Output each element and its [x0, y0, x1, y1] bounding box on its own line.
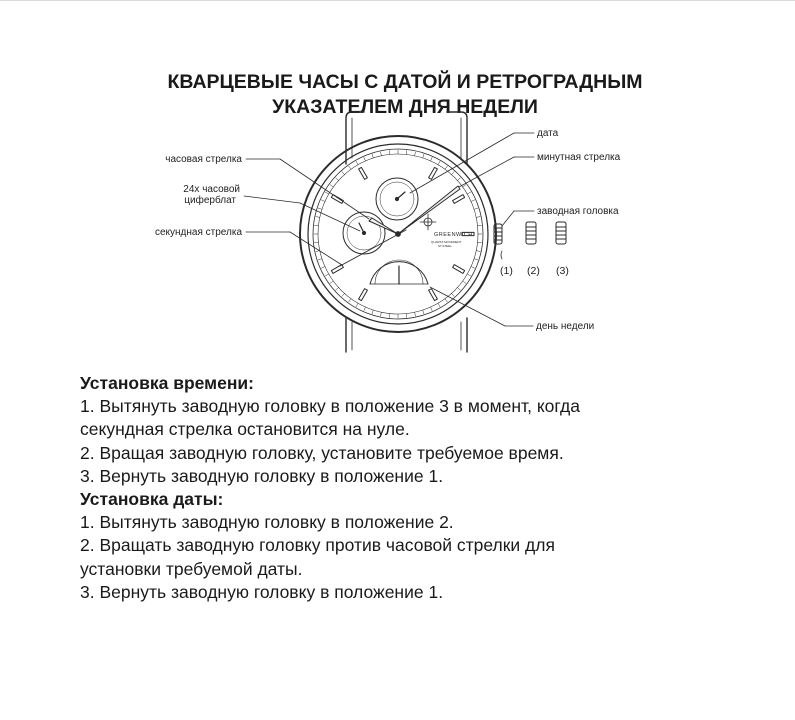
hour-marker: [453, 265, 465, 274]
minute-tick: [457, 178, 460, 181]
crown-position-3: (3): [556, 265, 569, 277]
minute-tick: [349, 299, 351, 302]
minute-tick: [349, 166, 351, 169]
label-weekday: день недели: [536, 321, 595, 332]
minute-tick: [316, 217, 320, 218]
crown-position-2-icon: [526, 222, 536, 244]
minute-tick: [471, 267, 475, 269]
minute-tick: [356, 303, 358, 306]
minute-tick: [372, 310, 373, 314]
time-step: 1. Вытянуть заводную головку в положение 3 в момент, когда: [80, 396, 580, 417]
label-minute-hand: минутная стрелка: [537, 152, 621, 163]
minute-tick: [463, 281, 466, 283]
minute-tick: [321, 267, 325, 269]
minute-tick: [364, 307, 366, 311]
label-24h-dial-1: 24х часовой: [183, 184, 240, 195]
minute-tick: [467, 192, 470, 194]
minute-tick: [423, 310, 424, 314]
crown-position-1: (1): [500, 265, 513, 277]
minute-tick: [438, 303, 440, 306]
minute-tick: [381, 312, 382, 316]
minute-tick: [431, 307, 433, 311]
brand-name: GREENWICH: [434, 232, 473, 238]
minute-tick: [452, 293, 455, 296]
hour-marker: [359, 289, 368, 301]
hour-hand: [369, 218, 398, 234]
minute-tick: [474, 259, 478, 260]
date-step: 3. Вернуть заводную головку в положение 1.: [80, 581, 444, 602]
minute-tick: [330, 281, 333, 283]
minute-tick: [321, 200, 325, 202]
minute-tick: [381, 152, 382, 156]
minute-tick: [476, 217, 480, 218]
minute-tick: [318, 259, 322, 260]
dial-small-text: QUARTZ MOVEMENT: [431, 240, 462, 244]
minute-tick: [431, 157, 433, 161]
date-step: 1. Вытянуть заводную головку в положение 2.: [80, 512, 454, 533]
label-hour-hand: часовая стрелка: [165, 154, 242, 165]
title-line-1: КВАРЦЕВЫЕ ЧАСЫ С ДАТОЙ И РЕТРОГРАДНЫМ: [167, 71, 643, 93]
dial-small-text-2: ST.STEEL: [438, 244, 452, 248]
section-heading-time: Установка времени:: [80, 373, 254, 393]
minute-tick: [364, 157, 366, 161]
watch-diagram: [0, 110, 795, 362]
label-second-hand: секундная стрелка: [154, 227, 242, 238]
top-divider: [0, 0, 795, 1]
crown-position-2: (2): [527, 265, 540, 277]
title-line-2: УКАЗАТЕЛЕМ ДНЯ НЕДЕЛИ: [272, 96, 538, 118]
minute-tick: [318, 208, 322, 209]
minute-hand: [398, 186, 460, 234]
label-24h-dial-2: циферблат: [184, 195, 236, 206]
date-step: 2. Вращать заводную головку против часовой стрелки для: [80, 535, 555, 556]
hour-marker: [359, 167, 368, 179]
hour-marker: [453, 195, 465, 204]
section-heading-date: Установка даты:: [80, 489, 224, 510]
minute-tick: [445, 299, 447, 302]
minute-tick: [356, 161, 358, 164]
minute-tick: [330, 185, 333, 187]
hour-marker: [331, 195, 343, 204]
minute-tick: [415, 312, 416, 316]
minute-tick: [342, 172, 345, 175]
minute-tick: [445, 166, 447, 169]
time-step: 2. Вращая заводную головку, установите требуемое время.: [80, 442, 564, 463]
minute-tick: [325, 274, 328, 276]
minute-tick: [325, 192, 328, 194]
time-step: 3. Вернуть заводную головку в положение 1.: [80, 465, 444, 486]
minute-tick: [342, 293, 345, 296]
minute-tick: [452, 172, 455, 175]
crown-position-3-icon: [556, 222, 566, 244]
time-step: секундная стрелка остановится на нуле.: [80, 419, 410, 440]
minute-tick: [471, 200, 475, 202]
minute-tick: [336, 178, 339, 181]
minute-tick: [423, 154, 424, 158]
label-date: дата: [537, 128, 559, 139]
hour-marker: [331, 265, 343, 274]
label-crown: заводная головка: [537, 206, 619, 217]
instructions: [80, 372, 780, 604]
minute-tick: [336, 288, 339, 291]
minute-tick: [476, 251, 480, 252]
minute-tick: [415, 152, 416, 156]
minute-tick: [438, 161, 440, 164]
minute-tick: [467, 274, 470, 276]
minute-tick: [457, 288, 460, 291]
date-step: установки требуемой даты.: [80, 558, 303, 579]
minute-tick: [372, 154, 373, 158]
minute-tick: [474, 208, 478, 209]
